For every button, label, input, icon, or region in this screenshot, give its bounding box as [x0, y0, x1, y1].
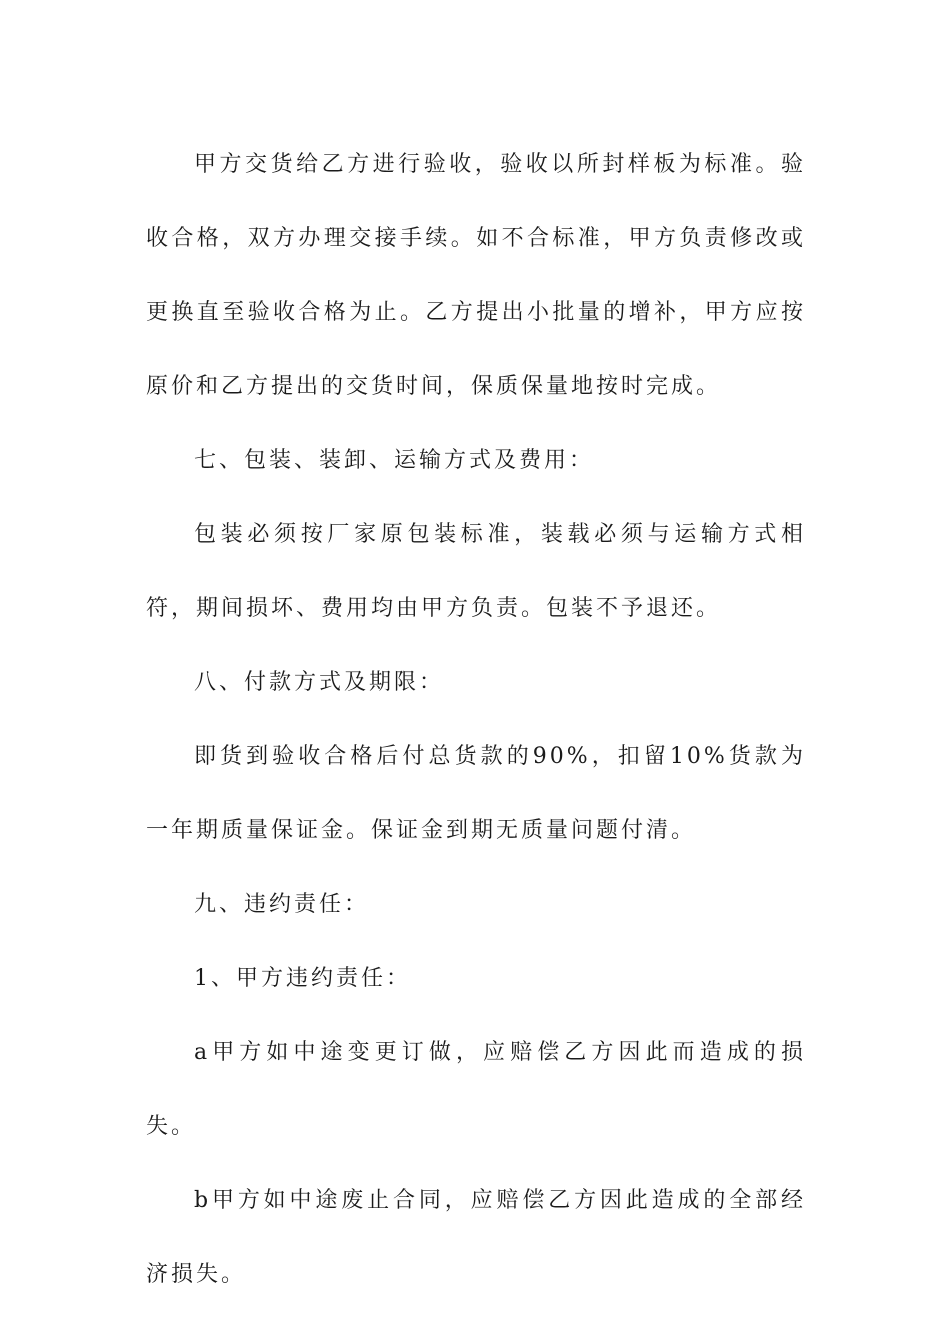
document-body — [146, 128, 806, 1312]
heading-liability: 九、违约责任： — [194, 892, 370, 917]
heading-payment: 八、付款方式及期限： — [194, 670, 445, 695]
clause-b: b甲方如中途废止合同，应赔偿乙方因此造成的全部经济损失。 — [146, 1188, 806, 1287]
paragraph-packaging: 包装必须按厂家原包装标准，装载必须与运输方式相符，期间损坏、费用均由甲方负责。包装不予退还。 — [146, 522, 806, 621]
paragraph-acceptance: 甲方交货给乙方进行验收，验收以所封样板为标准。验收合格，双方办理交接手续。如不合标准，甲方负责修改或更换直至验收合格为止。乙方提出小批量的增补，甲方应按原价和乙方提出的交货时间，保质保量地按时完成。 — [146, 152, 806, 399]
heading-packaging: 七、包装、装卸、运输方式及费用： — [194, 448, 595, 473]
paragraph-payment: 即货到验收合格后付总货款的90%，扣留10%货款为一年期质量保证金。保证金到期无质量问题付清。 — [146, 744, 806, 843]
subheading-party-a-liability: 1、甲方违约责任： — [194, 966, 411, 991]
clause-a: a甲方如中途变更订做，应赔偿乙方因此而造成的损失。 — [146, 1040, 806, 1139]
